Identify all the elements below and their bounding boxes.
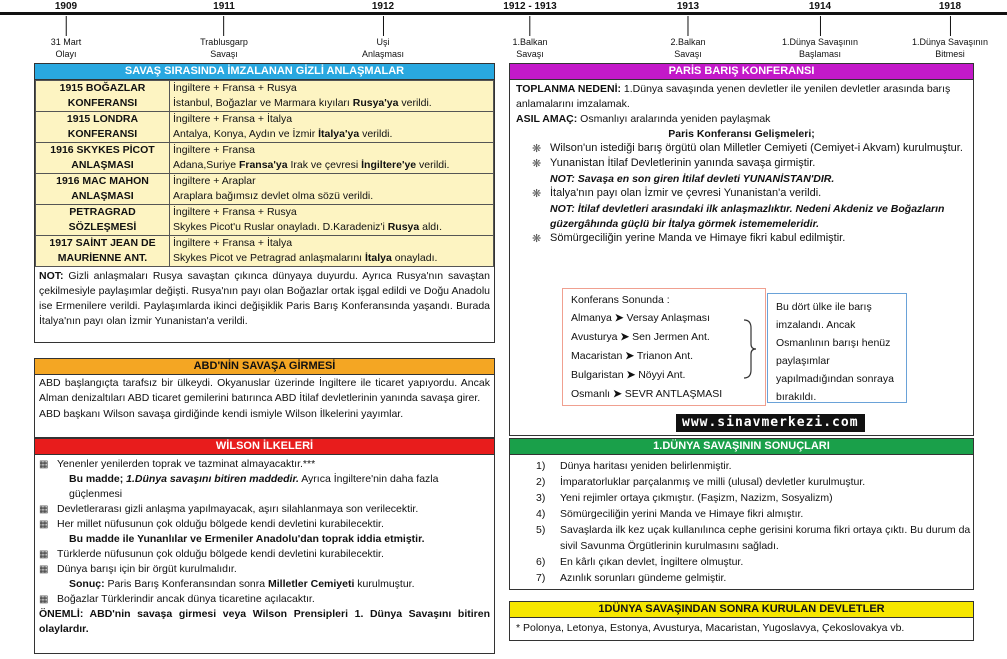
timeline-event bbox=[670, 0, 705, 60]
timeline-label: Anlaşması bbox=[361, 49, 405, 59]
list-item: ▦ Dünya barışı için bir örgüt kurulmalıdır. bbox=[39, 563, 237, 575]
brace-icon bbox=[742, 318, 758, 380]
table-row bbox=[36, 81, 494, 112]
grid-icon: ▦ bbox=[39, 504, 49, 515]
table-row bbox=[36, 174, 494, 205]
list-item: ❋ Wilson'un istediği barış örgütü olan Milletler Cemiyeti (Cemiyet-i Akvam) kurulmuştur. bbox=[532, 142, 963, 155]
list-item-note: Sonuç: Paris Barış Konferansından sonra Milletler Cemiyeti kurulmuştur. bbox=[69, 578, 415, 590]
results-panel bbox=[509, 438, 974, 590]
conference-title: Konferans Sonunda : bbox=[571, 294, 670, 306]
asterisk-icon: ❋ bbox=[532, 143, 542, 155]
timeline-label: 31 Mart bbox=[50, 37, 82, 47]
conference-results-box bbox=[562, 288, 766, 406]
secret-note: NOT: Gizli anlaşmaları Rusya savaştan çıkınca dünyaya duyurdu. Ayrıca Rusya'nın savaştan çekilmesiyle paylaşımlar değişti. Rusya'nın payı olan Boğazlar ortak işgal edildi ve Doğu Anadolu ise Ermenilere verildi. Paylaşımlarda ikinci değişiklik Paris Barış Konferansında yaşandı. Burada İtalya'nın payı olan İzmir Yunanistan'a verildi. bbox=[39, 270, 490, 327]
timeline-event bbox=[912, 0, 988, 60]
agreement-detail: İngiltere + Fransa + Rusya İstanbul, Boğazlar ve Marmara kıyıları Rusya'ya verildi. bbox=[170, 81, 494, 112]
agreement-name: 1915 LONDRA KONFERANSI bbox=[36, 112, 170, 143]
results-title: 1.DÜNYA SAVAŞININ SONUÇLARI bbox=[510, 439, 973, 455]
wilson-title: WİLSON İLKELERİ bbox=[35, 439, 494, 455]
list-item: 4) Sömürgeciliğin yerini Manda ve Himaye fikri almıştır. bbox=[536, 508, 804, 520]
conference-row: Macaristan ➤ Trianon Ant. bbox=[571, 350, 694, 362]
grid-icon: ▦ bbox=[39, 459, 49, 470]
timeline-event bbox=[51, 0, 82, 60]
paris-aim: ASIL AMAÇ: Osmanlıyı aralarında yeniden paylaşmak bbox=[516, 113, 771, 125]
agreement-detail: İngiltere + Fransa + Rusya Skykes Picot'u Ruslar onayladı. D.Karadeniz'i Rusya aldı. bbox=[170, 205, 494, 236]
grid-icon: ▦ bbox=[39, 594, 49, 605]
timeline-label: Savaşı bbox=[516, 49, 544, 59]
agreement-name: 1916 MAC MAHON ANLAŞMASI bbox=[36, 174, 170, 205]
table-row bbox=[36, 112, 494, 143]
wilson-list bbox=[35, 455, 494, 637]
timeline-label: Bitmesi bbox=[935, 49, 965, 59]
list-item: ▦ Boğazlar Türklerindir ancak dünya ticaretine açılacaktır. bbox=[39, 593, 315, 605]
conference-row: Avusturya ➤ Sen Jermen Ant. bbox=[571, 331, 710, 343]
timeline-year: 1909 bbox=[52, 1, 80, 12]
timeline-label: Olayı bbox=[55, 49, 77, 59]
arrow-right-icon: ➤ bbox=[620, 331, 630, 343]
list-item-note: Bu madde; 1.Dünya savaşını bitiren maddedir. Ayrıca İngiltere'nin daha fazla güçlenmesi bbox=[69, 473, 439, 500]
agreement-name: 1917 SAİNT JEAN DE MAURİENNE ANT. bbox=[36, 236, 170, 267]
grid-icon: ▦ bbox=[39, 519, 49, 530]
grid-icon: ▦ bbox=[39, 549, 49, 560]
abd-paragraph: ABD başkanı Wilson savaşa girdiğinde kendi ismiyle Wilson İlkelerini yayımlar. bbox=[39, 408, 404, 420]
abd-panel bbox=[34, 358, 495, 438]
agreement-name: 1915 BOĞAZLAR KONFERANSI bbox=[36, 81, 170, 112]
list-item: 1) Dünya haritası yeniden belirlenmiştir. bbox=[536, 460, 732, 472]
list-item: ▦ Her millet nüfusunun çok olduğu bölgede kendi devletini kurabilecektir. bbox=[39, 518, 384, 530]
timeline-label: 2.Balkan bbox=[670, 37, 706, 47]
wilson-important-note: ÖNEMLİ: ABD'nin savaşa girmesi veya Wilson Prensipleri 1. Dünya Savaşını bitiren olaylardır. bbox=[39, 608, 490, 635]
table-row bbox=[36, 205, 494, 236]
list-item-note: Bu madde ile Yunanlılar ve Ermeniler Anadolu'dan toprak iddia etmiştir. bbox=[69, 533, 425, 545]
timeline-event bbox=[362, 0, 404, 60]
paris-title: PARİS BARIŞ KONFERANSI bbox=[510, 64, 973, 80]
table-row bbox=[36, 143, 494, 174]
agreements-table bbox=[35, 80, 494, 267]
list-item: ❋ İtalya'nın payı olan İzmir ve çevresi Yunanistan'a verildi. bbox=[532, 187, 822, 200]
grid-icon: ▦ bbox=[39, 564, 49, 575]
timeline-year: 1912 - 1913 bbox=[500, 1, 559, 12]
new-states-title: 1DÜNYA SAVAŞINDAN SONRA KURULAN DEVLETLER bbox=[510, 602, 973, 618]
timeline-label: Trablusgarp bbox=[200, 37, 248, 47]
agreement-detail: İngiltere + Araplar Araplara bağımsız devlet olma sözü verildi. bbox=[170, 174, 494, 205]
paris-note: NOT: İtilaf devletleri arasındaki ilk anlaşmazlıktır. Nedeni Akdeniz ve Boğazların güzergâhında güçlü bir İtalya görmek istememeleridir. bbox=[550, 203, 945, 230]
timeline-label: Savaşı bbox=[210, 49, 238, 59]
timeline-year: 1914 bbox=[806, 1, 834, 12]
arrow-right-icon: ➤ bbox=[614, 312, 624, 324]
secret-agreements-panel bbox=[34, 63, 495, 343]
timeline-label: 1.Balkan bbox=[512, 37, 548, 47]
agreement-detail: İngiltere + Fransa Adana,Suriye Fransa'ya Irak ve çevresi İngiltere'ye verildi. bbox=[170, 143, 494, 174]
timeline-label: Başlaması bbox=[798, 49, 842, 59]
new-states-panel bbox=[509, 601, 974, 641]
arrow-right-icon: ➤ bbox=[625, 350, 635, 362]
conference-row: Osmanlı ➤ SEVR ANTLAŞMASI bbox=[571, 388, 723, 400]
list-item: ❋ Yunanistan İtilaf Devletlerinin yanında savaşa girmiştir. bbox=[532, 157, 816, 170]
list-item: 5) Savaşlarda ilk kez uçak kullanılınca cephe gerisini koruma fikri ortaya çıktı. Bu durum da sivil Savunma Örgütlerinin kurulmasını sağladı. bbox=[536, 524, 971, 552]
timeline bbox=[0, 0, 1007, 62]
conference-side-note: Bu dört ülke ile barış imzalandı. Ancak Osmanlının barışı henüz paylaşımlar yapılmadığından sonraya bırakıldı. bbox=[767, 293, 907, 403]
timeline-label: 1.Dünya Savaşının bbox=[911, 37, 989, 47]
timeline-label: Savaşı bbox=[674, 49, 702, 59]
agreement-detail: İngiltere + Fransa + İtalya Skykes Picot ve Petragrad anlaşmalarını İtalya onayladı. bbox=[170, 236, 494, 267]
agreement-name: 1916 SKYKES PİCOT ANLAŞMASI bbox=[36, 143, 170, 174]
asterisk-icon: ❋ bbox=[532, 188, 542, 200]
new-states-list: * Polonya, Letonya, Estonya, Avusturya, Macaristan, Yugoslavya, Çekoslovakya vb. bbox=[516, 622, 905, 634]
timeline-label: Uşi bbox=[376, 37, 390, 47]
timeline-label: 1.Dünya Savaşının bbox=[781, 37, 859, 47]
secret-agreements-title: SAVAŞ SIRASINDA İMZALANAN GİZLİ ANLAŞMALAR bbox=[35, 64, 494, 80]
list-item: 6) En kârlı çıkan devlet, İngiltere olmuştur. bbox=[536, 556, 744, 568]
list-item: 7) Azınlık sorunları gündeme gelmiştir. bbox=[536, 572, 727, 584]
timeline-event bbox=[500, 0, 559, 60]
list-item: ▦ Türklerde nüfusunun çok olduğu bölgede kendi devletini kurabilecektir. bbox=[39, 548, 384, 560]
list-item: 3) Yeni rejimler ortaya çıkmıştır. (Faşizm, Nazizm, Sosyalizm) bbox=[536, 492, 833, 504]
agreement-detail: İngiltere + Fransa + İtalya Antalya, Konya, Aydın ve İzmir İtalya'ya verildi. bbox=[170, 112, 494, 143]
timeline-year: 1911 bbox=[210, 1, 238, 12]
abd-title: ABD'NİN SAVAŞA GİRMESİ bbox=[35, 359, 494, 375]
paris-reason: TOPLANMA NEDENİ: 1.Dünya savaşında yenen devletler ile yenilen devletler arasında barış anlamalarını imzalamak. bbox=[516, 83, 951, 110]
paris-developments-title: Paris Konferansı Gelişmeleri; bbox=[668, 128, 815, 140]
arrow-right-icon: ➤ bbox=[613, 388, 622, 400]
asterisk-icon: ❋ bbox=[532, 158, 542, 170]
timeline-year: 1913 bbox=[674, 1, 702, 12]
wilson-panel bbox=[34, 438, 495, 654]
conference-row: Almanya ➤ Versay Anlaşması bbox=[571, 312, 710, 324]
list-item: 2) İmparatorluklar parçalanmış ve milli (ulusal) devletler kurulmuştur. bbox=[536, 476, 866, 488]
table-row bbox=[36, 236, 494, 267]
watermark: www.sinavmerkezi.com bbox=[676, 414, 865, 432]
paris-note: NOT: Savaşa en son giren İtilaf devleti YUNANİSTAN'DIR. bbox=[550, 173, 835, 185]
arrow-right-icon: ➤ bbox=[626, 369, 636, 381]
agreement-name: PETRAGRAD SÖZLEŞMESİ bbox=[36, 205, 170, 236]
list-item: ❋ Sömürgeciliğin yerine Manda ve Himaye fikri kabul edilmiştir. bbox=[532, 232, 846, 245]
timeline-year: 1918 bbox=[936, 1, 964, 12]
asterisk-icon: ❋ bbox=[532, 233, 542, 245]
timeline-event bbox=[200, 0, 248, 60]
list-item: ▦ Devletlerarası gizli anlaşma yapılmayacak, aşırı silahlanmaya son verilecektir. bbox=[39, 503, 419, 515]
abd-paragraph: ABD başlangıçta tarafsız bir ülkeydi. Okyanuslar üzerinde İngiltere ile ticaret yapıyordu. Ancak Alman denizaltıları ABD ticaret gemilerini batırınca ABD İtilaf devletlerinin yanında savaşa girer. bbox=[39, 377, 490, 404]
conference-row: Bulgaristan ➤ Nöyyi Ant. bbox=[571, 369, 686, 381]
list-item: ▦ Yenenler yenilerden toprak ve tazminat almayacaktır.*** bbox=[39, 458, 316, 470]
timeline-event bbox=[782, 0, 858, 60]
timeline-year: 1912 bbox=[369, 1, 397, 12]
